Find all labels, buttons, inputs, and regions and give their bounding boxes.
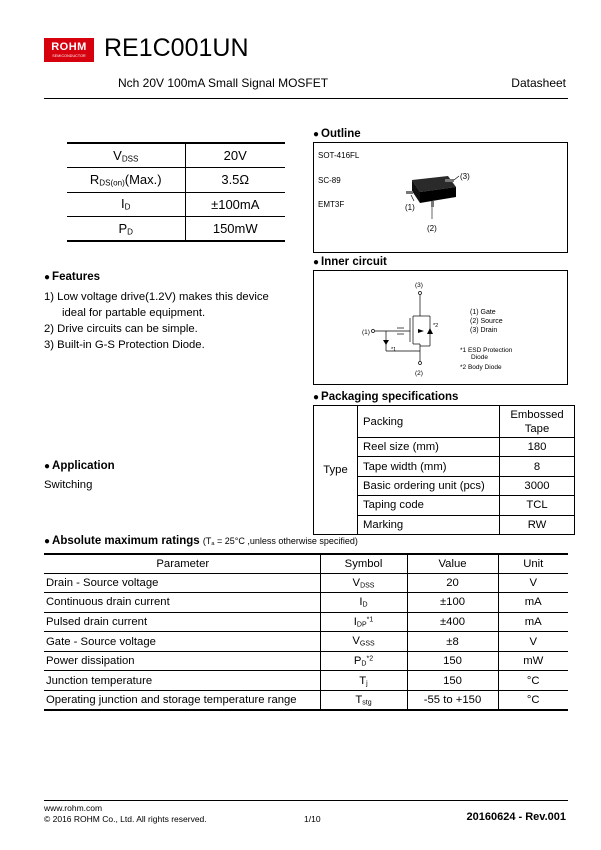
symbol-cell (320, 632, 407, 652)
list-item: 2) Drive circuits can be simple. (44, 323, 198, 335)
symbol: V (352, 576, 361, 589)
note-body-diode: *2 Body Diode (460, 364, 502, 371)
spec-extra: (Max.) (124, 171, 162, 187)
symbol-sub: stg (362, 699, 372, 707)
unit-cell: mA (498, 612, 568, 632)
package-drawing (314, 143, 567, 252)
symbol-sup: *1 (366, 616, 374, 624)
bullet-icon: ● (313, 392, 320, 403)
page-number: 1/10 (304, 814, 321, 824)
symbol-sub: GSS (359, 640, 375, 648)
param-cell: Continuous drain current (44, 593, 320, 613)
symbol-sub: j (366, 679, 368, 687)
table-row (314, 406, 575, 438)
unit-cell: °C (498, 671, 568, 691)
outline-title: Outline (321, 128, 361, 140)
rohm-logo (44, 38, 94, 62)
spec-symbol: V (113, 147, 122, 163)
param-cell: Gate - Source voltage (44, 632, 320, 652)
header-divider (44, 98, 568, 99)
pin-label: (1) (405, 203, 415, 212)
symbol: T (355, 693, 363, 706)
symbol: I (359, 596, 363, 609)
spec-param (67, 168, 185, 193)
symbol: I (353, 615, 357, 628)
pack-value: 3000 (500, 476, 575, 495)
pin-label: (2) (415, 370, 423, 377)
features-list (44, 289, 269, 353)
symbol: P (353, 654, 362, 667)
header-cell: Unit (498, 554, 568, 573)
pack-name: Tape width (mm) (358, 457, 500, 476)
spec-symbol: P (118, 220, 128, 236)
param-cell: Junction temperature (44, 671, 320, 691)
table-row (44, 593, 568, 613)
table-row (44, 573, 568, 593)
pack-value: 8 (500, 457, 575, 476)
cond-text: = 25°C ,unless otherwise specified) (214, 536, 358, 546)
header-cell: Value (407, 554, 498, 573)
table-row (67, 217, 285, 242)
symbol: T (359, 674, 367, 687)
param-cell: Operating junction and storage temperature range (44, 691, 320, 711)
value-cell: ±100 (407, 593, 498, 613)
logo-text: ROHM (51, 41, 87, 53)
value-cell: ±8 (407, 632, 498, 652)
footer-website[interactable]: www.rohm.com (44, 803, 103, 813)
packaging-title: Packaging specifications (321, 391, 459, 403)
legend-gate: (1) Gate (470, 309, 496, 316)
packing-label: Packing (358, 406, 500, 438)
abs-max-heading (44, 535, 358, 547)
features-heading (44, 271, 100, 283)
symbol: V (352, 635, 360, 648)
pin-label: (2) (427, 224, 437, 233)
unit-cell: V (498, 573, 568, 593)
packing-value-line: Tape (524, 422, 550, 435)
symbol-cell (320, 612, 407, 632)
bullet-icon: ● (44, 272, 51, 283)
spec-value: 3.5Ω (185, 168, 285, 193)
pack-value: RW (500, 515, 575, 534)
abs-max-condition (203, 536, 358, 546)
spec-value: ±100mA (185, 192, 285, 217)
features-title: Features (52, 271, 100, 283)
packing-value (500, 406, 575, 438)
list-item: ideal for partable equipment. (62, 307, 206, 319)
table-row (67, 168, 285, 193)
pack-value: TCL (500, 496, 575, 515)
abs-max-table (44, 553, 568, 711)
pack-name: Taping code (358, 496, 500, 515)
spec-symbol: I (121, 196, 125, 212)
value-cell: 150 (407, 671, 498, 691)
spec-subscript: DS(on) (99, 178, 125, 188)
application-title: Application (52, 460, 115, 472)
note-esd: *1 ESD Protection (460, 347, 513, 354)
bullet-icon: ● (44, 461, 51, 472)
cond-text: (T (202, 536, 212, 546)
spec-param (67, 192, 185, 217)
list-item: 1) Low voltage drive(1.2V) makes this device (44, 291, 269, 303)
value-cell: -55 to +150 (407, 691, 498, 711)
bullet-icon: ● (313, 257, 320, 268)
spec-value: 150mW (185, 217, 285, 242)
abs-max-title: Absolute maximum ratings (52, 535, 200, 547)
pack-name: Marking (358, 515, 500, 534)
symbol-sub: DSS (360, 581, 375, 589)
packaging-table (313, 405, 575, 535)
table-header-row (44, 554, 568, 573)
bullet-icon: ● (44, 536, 51, 547)
symbol-sub: D (362, 601, 368, 609)
table-row (44, 691, 568, 711)
pin-label: (3) (415, 282, 423, 289)
footer-divider (44, 800, 568, 801)
inner-circuit-title: Inner circuit (321, 256, 387, 268)
key-specs-table (67, 142, 285, 242)
packing-value-line: Embossed (510, 408, 564, 421)
spec-subscript: D (127, 227, 133, 237)
unit-cell: °C (498, 691, 568, 711)
unit-cell: mW (498, 651, 568, 671)
table-row (44, 612, 568, 632)
param-cell: Power dissipation (44, 651, 320, 671)
symbol-cell (320, 691, 407, 711)
param-cell: Pulsed drain current (44, 612, 320, 632)
footer-copyright: © 2016 ROHM Co., Ltd. All rights reserved. (44, 814, 207, 824)
inner-circuit-heading (313, 256, 387, 268)
table-row (44, 632, 568, 652)
symbol-cell (320, 651, 407, 671)
value-cell: 150 (407, 651, 498, 671)
table-row (67, 143, 285, 168)
header-cell: Parameter (44, 554, 320, 573)
spec-param (67, 217, 185, 242)
symbol-sub: DP (356, 621, 367, 629)
spec-subscript: DSS (121, 154, 139, 164)
application-heading (44, 460, 115, 472)
packaging-heading (313, 391, 458, 403)
symbol-sub: D (361, 660, 367, 668)
package-name: SC-89 (318, 176, 341, 185)
inner-circuit-box (313, 270, 568, 385)
header-cell: Symbol (320, 554, 407, 573)
legend-source: (2) Source (470, 318, 503, 325)
pin-label: (1) (362, 329, 370, 336)
list-item: 3) Built-in G-S Protection Diode. (44, 339, 205, 351)
cond-sub: a (211, 541, 215, 548)
value-cell: ±400 (407, 612, 498, 632)
doc-type: Datasheet (511, 76, 566, 90)
spec-symbol: R (89, 171, 100, 187)
legend-drain: (3) Drain (470, 327, 498, 334)
unit-cell: V (498, 632, 568, 652)
spec-subscript: D (124, 203, 131, 213)
application-text: Switching (44, 479, 93, 491)
table-row (67, 192, 285, 217)
package-name: SOT-416FL (318, 151, 360, 160)
spec-value: 20V (185, 143, 285, 168)
product-subtitle: Nch 20V 100mA Small Signal MOSFET (118, 76, 329, 90)
pack-value: 180 (500, 438, 575, 457)
symbol-cell (320, 671, 407, 691)
pack-name: Basic ordering unit (pcs) (358, 476, 500, 495)
symbol-sup: *2 (366, 655, 374, 663)
logo-subtext: SEMICONDUCTOR (52, 54, 86, 58)
table-row (44, 671, 568, 691)
note-mark: *1 (391, 347, 397, 353)
symbol-cell (320, 573, 407, 593)
param-cell: Drain - Source voltage (44, 573, 320, 593)
note-mark: *2 (433, 323, 439, 329)
table-row (44, 651, 568, 671)
circuit-diagram (314, 271, 567, 384)
part-number: RE1C001UN (104, 34, 249, 62)
outline-heading (313, 128, 361, 140)
package-name: EMT3F (318, 200, 345, 209)
outline-box (313, 142, 568, 253)
note-esd-cont: Diode (471, 354, 488, 361)
value-cell: 20 (407, 573, 498, 593)
pack-name: Reel size (mm) (358, 438, 500, 457)
symbol-cell (320, 593, 407, 613)
unit-cell: mA (498, 593, 568, 613)
spec-param (67, 143, 185, 168)
type-cell: Type (314, 406, 358, 535)
bullet-icon: ● (313, 129, 320, 140)
revision: 20160624 - Rev.001 (466, 811, 566, 823)
pin-label: (3) (460, 172, 470, 181)
